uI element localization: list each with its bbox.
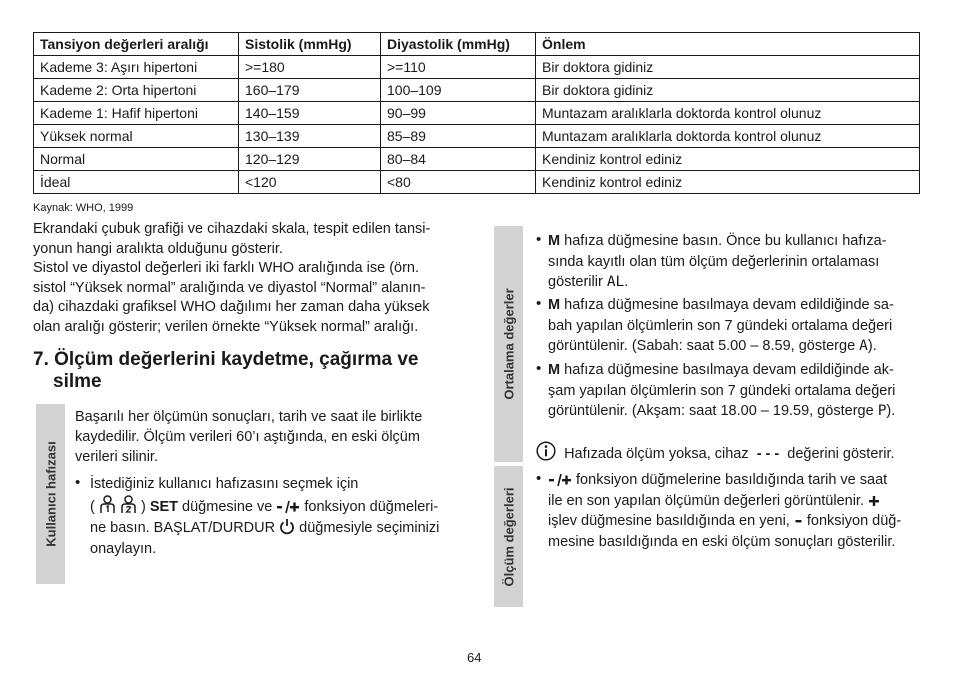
table-cell: 120–129 bbox=[239, 148, 381, 171]
memory-key-label: M bbox=[548, 362, 561, 378]
table-cell: Muntazam aralıklarla doktorda kontrol olunuz bbox=[536, 125, 920, 148]
memory-line: Başarılı her ölçümün sonuçları, tarih ve saat ile birlikte bbox=[75, 409, 423, 425]
table-cell: 160–179 bbox=[239, 79, 381, 102]
intro-line: Ekrandaki çubuk grafiği ve cihazdaki skala, tespit edilen tansi- bbox=[33, 221, 431, 237]
memory-key-label: M bbox=[548, 297, 561, 313]
intro-line: sistol “Yüksek normal” aralığında ve diyastol “Normal” alanın- bbox=[33, 279, 426, 296]
table-cell: Kademe 3: Aşırı hipertoni bbox=[34, 56, 239, 79]
set-button-label: SET bbox=[149, 499, 179, 515]
table-row bbox=[34, 102, 920, 125]
memory-paragraph bbox=[75, 407, 422, 467]
user-1-icon bbox=[99, 495, 116, 514]
bullet-line: ( ) SET düğmesine ve fonksiyon düğmeleri- bbox=[90, 495, 439, 518]
table-cell: Normal bbox=[34, 148, 239, 171]
table-cell: 100–109 bbox=[381, 79, 536, 102]
display-code: P bbox=[877, 403, 887, 419]
memory-line: kaydedilir. Ölçüm verileri 60’ı aştığında, en eski ölçüm bbox=[75, 429, 420, 445]
bullet-icon: • bbox=[536, 231, 542, 248]
table-cell: Kademe 2: Orta hipertoni bbox=[34, 79, 239, 102]
table-cell: Bir doktora gidiniz bbox=[536, 79, 920, 102]
average-item-2: M hafıza düğmesine basılmaya devam edildiğinde sa- bah yapılan ölçümlerin son 7 gündeki ortalama değeri görüntülenir. (Sabah: saat 5.00 – 8.59, gösterge A). bbox=[548, 297, 894, 354]
memory-sidebar-label: Kullanıcı hafızası bbox=[43, 441, 58, 547]
table-header-row bbox=[34, 33, 920, 56]
memory-key-label: M bbox=[548, 233, 561, 249]
table-cell: Kendiniz kontrol ediniz bbox=[536, 171, 920, 194]
table-cell: 140–159 bbox=[239, 102, 381, 125]
bullet-icon: • bbox=[536, 470, 542, 487]
column-header: Önlem bbox=[536, 33, 920, 56]
minus-plus-icon bbox=[276, 500, 300, 514]
table-cell: Muntazam aralıklarla doktorda kontrol olunuz bbox=[536, 102, 920, 125]
table-row bbox=[34, 56, 920, 79]
table-cell: Kendiniz kontrol ediniz bbox=[536, 148, 920, 171]
bullet-line: ne basın. BAŞLAT/DURDUR düğmesiyle seçiminizi bbox=[90, 520, 440, 536]
column-header: Diyastolik (mmHg) bbox=[381, 33, 536, 56]
average-sidebar bbox=[494, 226, 523, 462]
table-cell: >=180 bbox=[239, 56, 381, 79]
display-code: A bbox=[859, 338, 868, 354]
table-cell: 80–84 bbox=[381, 148, 536, 171]
info-icon bbox=[536, 441, 556, 461]
table-cell: 130–139 bbox=[239, 125, 381, 148]
column-header: Sistolik (mmHg) bbox=[239, 33, 381, 56]
bullet-line: İstediğiniz kullanıcı hafızasını seçmek için bbox=[90, 476, 359, 492]
bullet-icon: • bbox=[75, 474, 81, 491]
bullet-line: onaylayın. bbox=[90, 541, 157, 557]
minus-icon bbox=[794, 514, 803, 528]
section-heading bbox=[33, 349, 418, 393]
average-item-3: M hafıza düğmesine basılmaya devam edildiğinde ak- şam yapılan ölçümlerin son 7 gündeki ortalama değeri görüntülenir. (Akşam: saat 18.00 – 19.59, gösterge P). bbox=[548, 362, 896, 419]
memory-sidebar bbox=[36, 404, 65, 584]
table-cell: Yüksek normal bbox=[34, 125, 239, 148]
column-header: Tansiyon değerleri aralığı bbox=[34, 33, 239, 56]
intro-line: Sistol ve diyastol değerleri iki farklı WHO aralığında ise (örn. bbox=[33, 260, 420, 276]
average-sidebar-label: Ortalama değerler bbox=[501, 288, 516, 400]
table-source: Kaynak: WHO, 1999 bbox=[33, 202, 134, 214]
hypertension-table bbox=[33, 32, 920, 194]
intro-line: yonun hangi aralıkta olduğunu gösterir. bbox=[33, 240, 283, 257]
average-item-1: M hafıza düğmesine basın. Önce bu kullanıcı hafıza- sında kayıtlı olan tüm ölçüm değerlerinin ortalaması gösterilir AL. bbox=[548, 233, 887, 290]
table-cell: Kademe 1: Hafif hipertoni bbox=[34, 102, 239, 125]
table-cell: Bir doktora gidiniz bbox=[536, 56, 920, 79]
section-heading-line: 7. Ölçüm değerlerini kaydetme, çağırma ve bbox=[33, 349, 419, 370]
values-sidebar bbox=[494, 466, 523, 607]
memory-bullet bbox=[90, 474, 439, 560]
section-heading-line: silme bbox=[53, 371, 102, 392]
page-number: 64 bbox=[467, 650, 482, 665]
info-note: Hafızada ölçüm yoksa, cihaz - - - değerini gösterir. bbox=[536, 441, 895, 465]
bullet-icon: • bbox=[536, 295, 542, 312]
power-icon bbox=[279, 518, 295, 535]
minus-plus-icon bbox=[548, 473, 572, 487]
display-code: AL bbox=[606, 274, 625, 290]
table-cell: <120 bbox=[239, 171, 381, 194]
table-row bbox=[34, 79, 920, 102]
table-cell: İdeal bbox=[34, 171, 239, 194]
table-cell: <80 bbox=[381, 171, 536, 194]
intro-line: da) cihazdaki grafiksel WHO dağılımı her zaman daha yüksek bbox=[33, 299, 430, 315]
table-row bbox=[34, 125, 920, 148]
table-cell: >=110 bbox=[381, 56, 536, 79]
table-cell: 90–99 bbox=[381, 102, 536, 125]
memory-line: verileri silinir. bbox=[75, 449, 158, 465]
table-row bbox=[34, 148, 920, 171]
no-data-dashes: - - - bbox=[756, 446, 780, 462]
intro-line: olan aralığı gösterir; verilen örnekte “Yüksek normal” aralığı. bbox=[33, 318, 419, 335]
table-cell: 85–89 bbox=[381, 125, 536, 148]
plus-icon bbox=[868, 494, 880, 508]
values-item: fonksiyon düğmelerine basıldığında tarih ve saat ile en son yapılan ölçümün değerleri görüntülenir. işlev düğmesine basıldığında en yeni, fonksiyon düğ- mesine basıldığında en eski ölçüm sonuçları gösterilir. bbox=[548, 472, 902, 550]
intro-paragraph bbox=[33, 220, 430, 337]
user-2-icon bbox=[120, 495, 137, 514]
bullet-icon: • bbox=[536, 360, 542, 377]
table-row bbox=[34, 171, 920, 194]
values-sidebar-label: Ölçüm değerleri bbox=[501, 487, 516, 586]
